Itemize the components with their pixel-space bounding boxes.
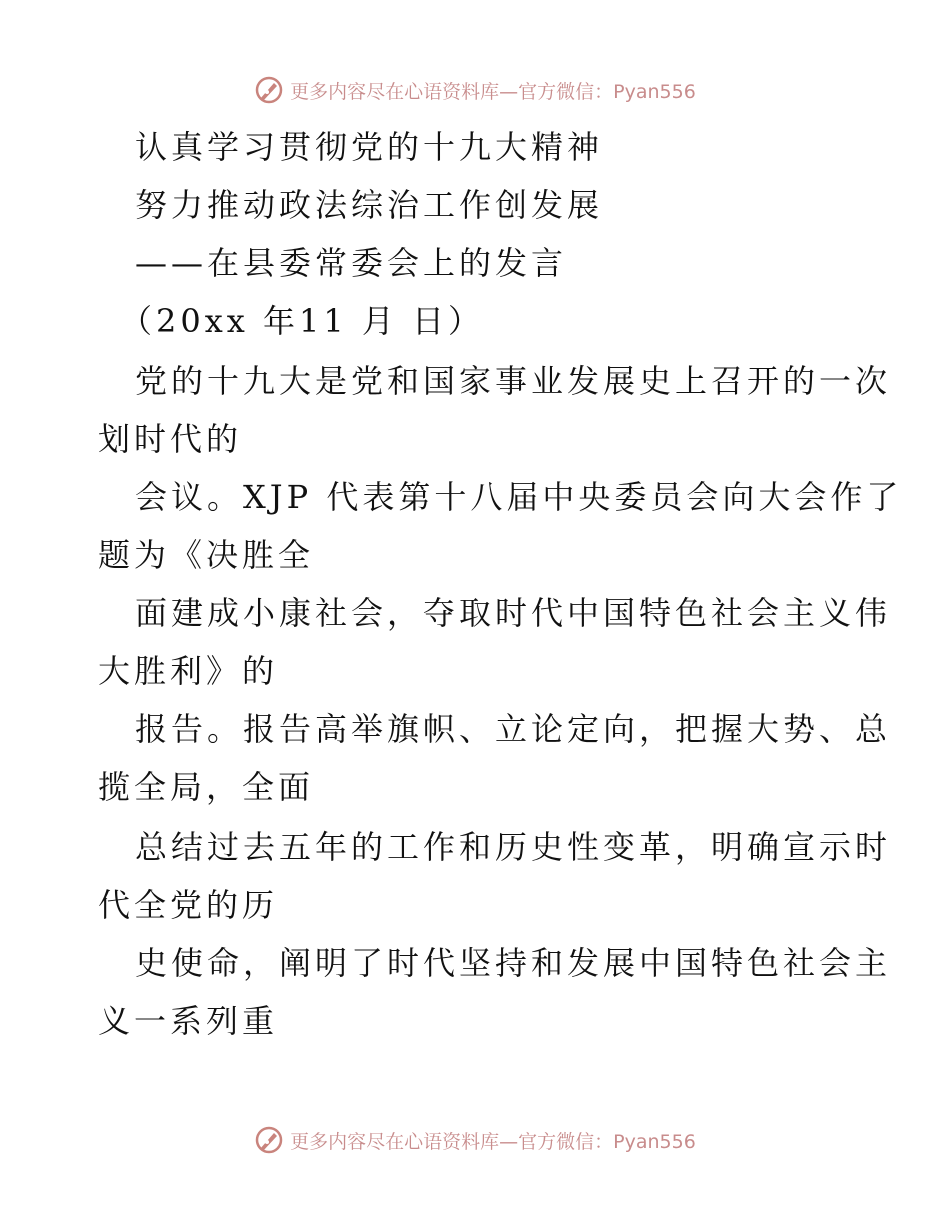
footer-watermark xyxy=(0,1120,950,1160)
title-line-1: 认真学习贯彻党的十九大精神 xyxy=(135,128,604,166)
body-line: 揽全局，全面 xyxy=(98,768,315,806)
subtitle-line: ——在县委常委会上的发言 xyxy=(135,244,568,282)
date-line: （20xx 年11 月 日） xyxy=(120,302,485,340)
watermark-text: 更多内容尽在心语资料库—官方微信：Pyan556 xyxy=(290,80,696,103)
body-line: 面建成小康社会，夺取时代中国特色社会主义伟 xyxy=(135,594,892,632)
body-line: 报告。报告高举旗帜、立论定向，把握大势、总 xyxy=(135,710,892,748)
watermark-text: 更多内容尽在心语资料库—官方微信：Pyan556 xyxy=(290,1130,696,1153)
body-line: 会议。XJP 代表第十八届中央委员会向大会作了 xyxy=(135,478,903,516)
body-line: 史使命，阐明了时代坚持和发展中国特色社会主 xyxy=(135,944,892,982)
body-line: 义一系列重 xyxy=(98,1002,279,1040)
body-line: 大胜利》的 xyxy=(98,652,279,690)
body-line: 代全党的历 xyxy=(98,886,279,924)
body-line: 党的十九大是党和国家事业发展史上召开的一次 xyxy=(135,362,892,400)
header-watermark xyxy=(0,70,950,110)
title-line-2: 努力推动政法综治工作创发展 xyxy=(135,186,604,224)
body-line: 划时代的 xyxy=(98,420,243,458)
body-line: 总结过去五年的工作和历史性变革，明确宣示时 xyxy=(135,828,892,866)
pen-logo-icon xyxy=(254,75,284,105)
body-line: 题为《决胜全 xyxy=(98,536,315,574)
pen-logo-icon xyxy=(254,1125,284,1155)
